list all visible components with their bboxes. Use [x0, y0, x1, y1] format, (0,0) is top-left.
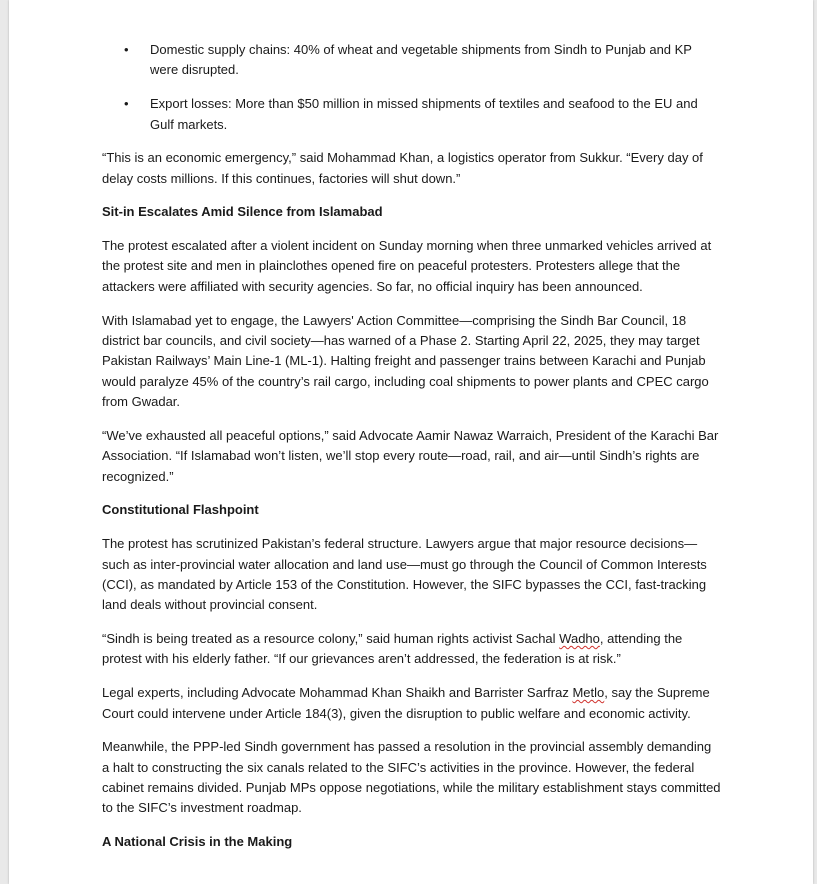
- bullet-icon: •: [124, 96, 129, 112]
- quote-paragraph: [102, 629, 722, 670]
- bullet-icon: •: [124, 42, 129, 57]
- section-heading: Sit-in Escalates Amid Silence from Islamabad: [102, 204, 383, 220]
- body-paragraph: With Islamabad yet to engage, the Lawyers' Action Committee—comprising the Sindh Bar Council, 18 district bar councils, and civil society—has warned of a Phase 2. Starting April 22, 2025, they may target Pakistan Railways’ Main Line-1 (ML-1). Halting freight and passenger trains between Karachi and Punjab would paralyze 45% of the country’s rail cargo, including coal shipments to power plants and CPEC cargo from Gwadar.: [102, 312, 709, 410]
- bullet-text: Export losses: More than $50 million in missed shipments of textiles and seafood to the EU and Gulf markets.: [150, 96, 698, 132]
- document-page: [9, 0, 813, 884]
- document-body[interactable]: [102, 40, 722, 866]
- text-run: , attending the protest with his elderly father. “If our grievances aren’t addressed, the federation is at risk.”: [102, 631, 683, 667]
- body-paragraph: Meanwhile, the PPP-led Sindh government has passed a resolution in the provincial assembly demanding a halt to constructing the six canals related to the SIFC’s activities in the province. However, the federal cabinet remains divided. Punjab MPs oppose negotiations, while the military establishment stays committed to the SIFC’s investment roadmap.: [102, 739, 721, 816]
- body-paragraph: The protest escalated after a violent incident on Sunday morning when three unmarked vehicles arrived at the protest site and men in plainclothes opened fire on peaceful protesters. Protesters allege that the attackers were affiliated with security agencies. So far, no official inquiry has been announced.: [102, 238, 712, 294]
- body-paragraph: [102, 683, 722, 724]
- spelling-flagged-word[interactable]: Wadho: [559, 631, 600, 647]
- bullet-list: [102, 40, 722, 135]
- text-run: “Sindh is being treated as a resource colony,” said human rights activist Sachal: [102, 631, 560, 647]
- list-item: [102, 94, 722, 135]
- body-paragraph: The protest has scrutinized Pakistan’s federal structure. Lawyers argue that major resource decisions—such as inter-provincial water allocation and land use—must go through the Council of Common Interests (CCI), as mandated by Article 153 of the Constitution. However, the SIFC bypasses the CCI, fast-tracking land deals without provincial consent.: [102, 536, 707, 613]
- text-run: , say the Supreme Court could intervene under Article 184(3), given the disruption to public welfare and economic activity.: [102, 685, 710, 721]
- text-run: Legal experts, including Advocate Mohammad Khan Shaikh and Barrister Sarfraz: [102, 685, 573, 701]
- quote-paragraph: “This is an economic emergency,” said Mohammad Khan, a logistics operator from Sukkur. “Every day of delay costs millions. If this continues, factories will shut down.”: [102, 150, 703, 186]
- spelling-flagged-word[interactable]: Metlo: [572, 685, 605, 701]
- quote-paragraph: “We’ve exhausted all peaceful options,” said Advocate Aamir Nawaz Warraich, President of the Karachi Bar Association. “If Islamabad won’t listen, we’ll stop every route—road, rail, and air—until Sindh’s rights are recognized.”: [102, 427, 719, 484]
- bullet-text: Domestic supply chains: 40% of wheat and vegetable shipments from Sindh to Punjab and KP were disrupted.: [150, 42, 692, 78]
- section-heading: A National Crisis in the Making: [102, 834, 293, 850]
- section-heading: Constitutional Flashpoint: [102, 502, 259, 518]
- list-item: [102, 40, 722, 81]
